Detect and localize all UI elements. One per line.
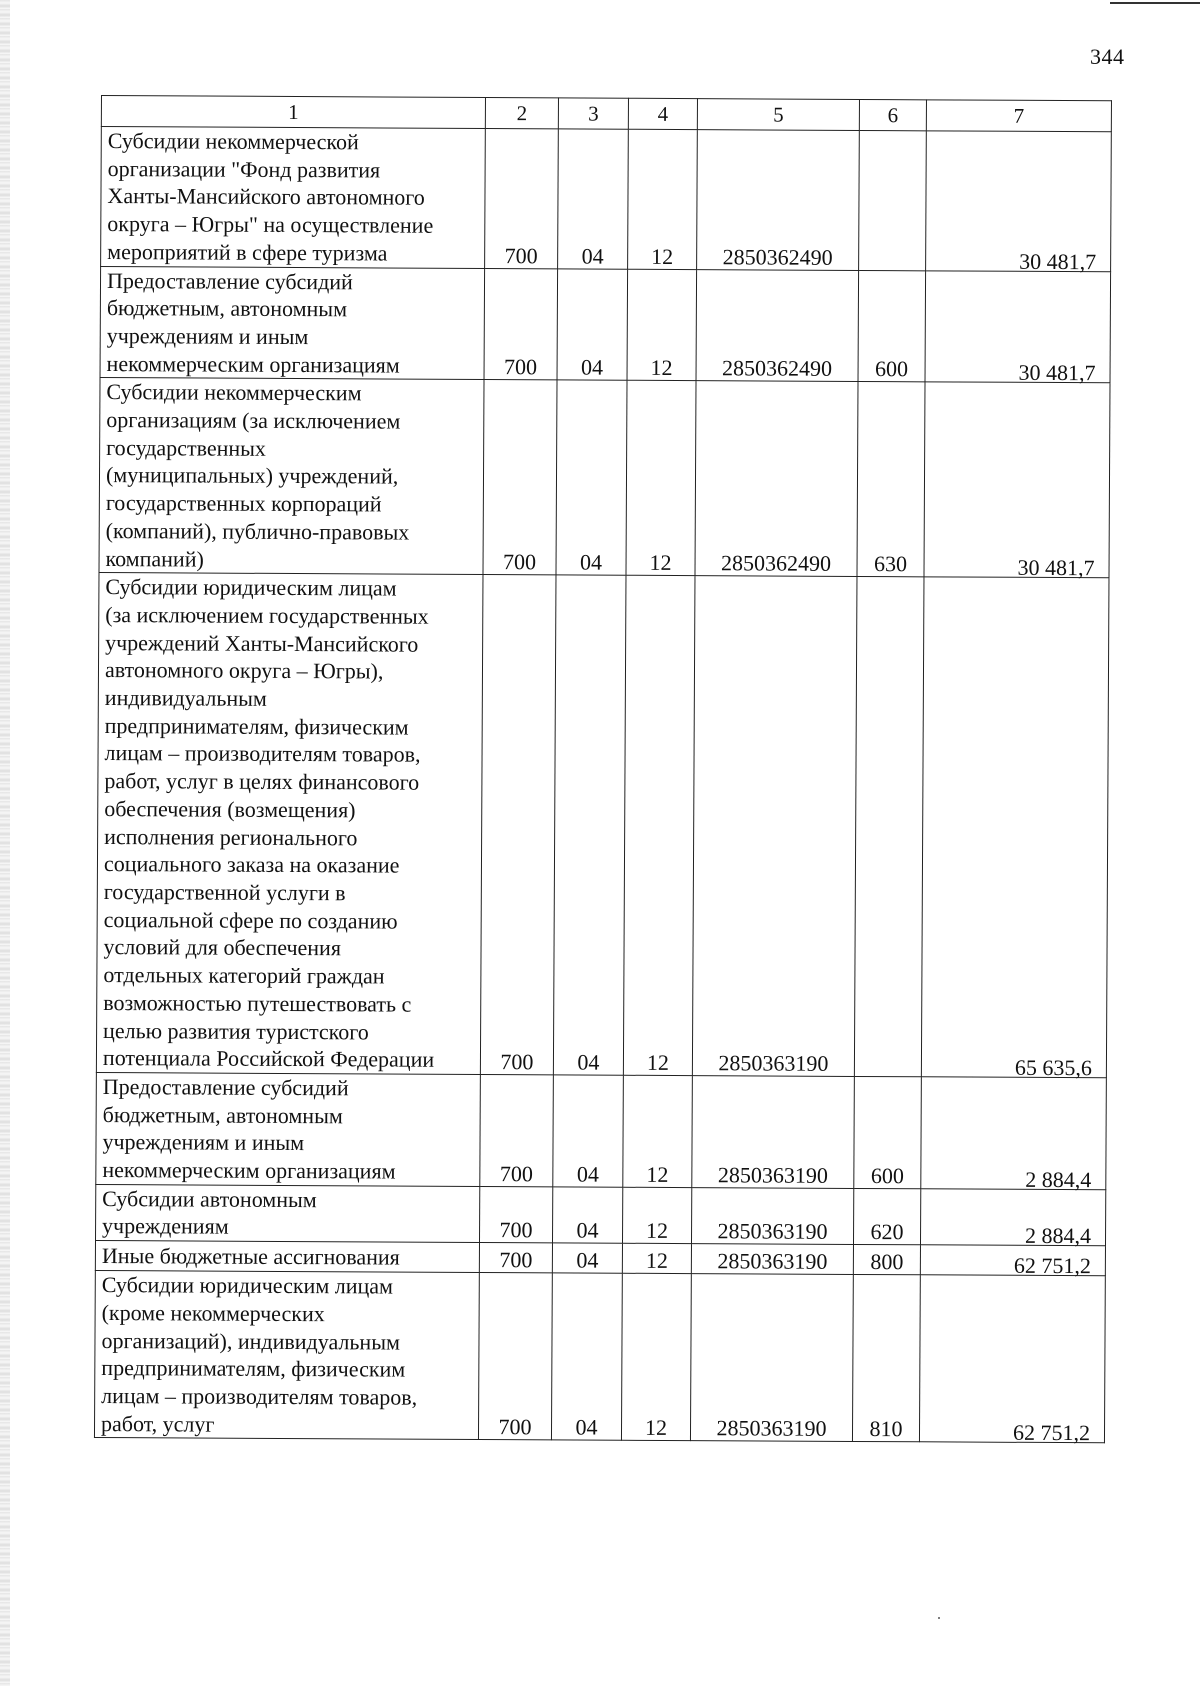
expense-type-value: 800 [870,1249,904,1275]
amount [921,577,1109,1081]
table-row [95,1241,1105,1276]
amount-value: 62 751,2 [1012,1420,1091,1446]
column-header: 7 [926,100,1111,132]
amount-value: 30 481,7 [1019,248,1097,274]
expense-name: Субсидии автономным учреждениям [96,1184,480,1242]
expense-name: Субсидии юридическим лицам (кроме некоммерческих организаций), индивидуальным предпринимателям, физическим лицам – производителям товаров, работ, услуг [94,1271,479,1440]
target-article [695,381,858,577]
subsection-code [623,576,695,1076]
subsection-code-value: 12 [651,243,674,269]
amount [925,270,1111,386]
subsection-code [621,1273,691,1441]
section-code [558,129,629,269]
amount [919,1275,1105,1446]
amount-value: 65 635,6 [1014,1054,1092,1081]
expense-type [853,1188,920,1245]
scan-speck [938,1617,940,1619]
subsection-code-value: 12 [646,1161,669,1187]
section-code [553,1075,624,1187]
target-article-value: 2850363190 [716,1415,827,1442]
amount-value: 30 481,7 [1017,555,1095,581]
amount-value: 2 884,4 [1024,1222,1092,1249]
expense-type [854,1076,922,1188]
section-code-value: 04 [581,243,604,269]
expense-name: Субсидии некоммерческой организации "Фонд развития Ханты-Мансийского автономного округа – Югры" на осуществление мероприятий в сфере туризма [101,127,486,269]
subsection-code [623,1075,693,1187]
section-code [552,1187,622,1244]
target-article-value: 2850363190 [717,1248,828,1274]
subsection-code-value: 12 [645,1247,668,1274]
column-header: 2 [485,98,558,129]
ministry-code [484,268,558,380]
target-article-value: 2850363190 [717,1161,828,1188]
ministry-code-value: 700 [499,1217,533,1243]
target-article [692,1076,855,1189]
section-code-value: 04 [576,1161,599,1187]
column-header: 4 [628,98,697,129]
section-code-value: 04 [579,549,603,575]
amount [924,382,1110,581]
target-article-value: 2850362490 [720,550,832,577]
section-code-value: 04 [576,1217,599,1243]
expense-name: Иные бюджетные ассигнования [95,1241,479,1273]
target-article-value: 2850363190 [717,1218,828,1244]
target-article-value: 2850363190 [718,1050,829,1076]
target-article [690,1274,853,1442]
table-row [100,266,1111,383]
subsection-code-value: 12 [644,1415,668,1441]
ministry-code [480,1074,554,1186]
table-row [94,1271,1105,1444]
section-code [551,1273,622,1441]
target-article [696,269,859,382]
subsection-code [622,1187,691,1244]
ministry-code [485,129,559,269]
expense-type-value: 600 [875,356,909,382]
expense-type [852,1275,920,1443]
target-article [691,1187,853,1244]
amount [920,1189,1105,1249]
ministry-code [483,380,557,575]
target-article [691,1244,853,1275]
ministry-code-value: 700 [504,242,538,268]
subsection-code [628,129,698,269]
ministry-code-value: 700 [498,1414,532,1440]
ministry-code-value: 700 [502,549,537,575]
subsection-code-value: 12 [646,1049,670,1075]
table-row [96,1184,1106,1246]
subsection-code-value: 12 [645,1217,669,1244]
subsection-code [622,1243,691,1273]
section-code [553,575,626,1075]
expense-type [859,130,927,270]
target-article [692,576,857,1076]
section-code [552,1243,622,1273]
subsection-code [626,381,696,576]
subsection-code [627,269,697,381]
scan-edge [0,0,10,1686]
target-article [697,130,860,270]
amount-value: 62 751,2 [1013,1252,1091,1279]
column-header: 1 [101,96,485,129]
subsection-code-value: 12 [649,550,672,576]
column-header: 6 [859,99,926,130]
ministry-code-value: 700 [500,1049,534,1075]
ministry-code [478,1273,552,1441]
table-row [101,127,1112,272]
expense-type [858,270,926,382]
expense-type-value: 810 [869,1416,903,1442]
target-article-value: 2850362490 [722,243,833,270]
expense-type-value: 600 [870,1162,904,1188]
ministry-code-value: 700 [499,1247,533,1273]
ministry-code-value: 700 [504,354,538,380]
table-row [96,573,1109,1078]
section-code-value: 04 [581,354,604,380]
amount [920,1245,1105,1279]
expense-type [857,382,925,577]
amount [926,131,1112,274]
expense-type-value: 630 [873,551,908,577]
ministry-code [479,1186,552,1243]
column-header: 5 [697,99,859,131]
expense-name: Предоставление субсидий бюджетным, автономным учреждениям и иным некоммерческим организациям [96,1072,481,1186]
budget-table [94,95,1112,1444]
column-header: 3 [558,98,628,129]
page-number: 344 [1090,44,1125,69]
expense-name: Предоставление субсидий бюджетным, автономным учреждениям и иным некоммерческим организациям [100,266,485,380]
section-code-value: 04 [575,1414,598,1440]
table-row [99,378,1110,578]
expense-type-value: 620 [870,1219,904,1245]
expense-type [853,1245,920,1275]
subsection-code-value: 12 [650,355,673,381]
top-rule [1110,2,1200,4]
expense-name: Субсидии некоммерческим организациям (за исключением государственных (муниципальных) учреждений, государственных корпораций (компаний), публично-правовых компаний) [99,378,484,575]
target-article-value: 2850362490 [722,355,833,382]
section-code [557,268,628,380]
expense-name: Субсидии юридическим лицам (за исключением государственных учреждений Ханты-Мансийского автономного округа – Югры), индивидуальным предпринимателям, физическим лицам – производителям товаров, работ, услуг в целях финансового обеспечения (возмещения) исполнения регионального социального заказа на оказание государственной услуги в социальной сфере по созданию условий для обеспечения отдельных категорий граждан возможностью путешествовать с целью развития туристского потенциала Российской Федерации [96,573,483,1075]
ministry-code [479,1243,552,1273]
amount-value: 30 481,7 [1018,360,1096,386]
amount-value: 2 884,4 [1025,1166,1092,1192]
section-code [556,380,627,575]
ministry-code-value: 700 [499,1160,533,1186]
section-code-value: 04 [577,1049,600,1075]
amount [921,1077,1107,1190]
section-code-value: 04 [576,1247,599,1273]
ministry-code [480,575,556,1075]
expense-type [854,577,924,1077]
table-row [96,1072,1107,1189]
